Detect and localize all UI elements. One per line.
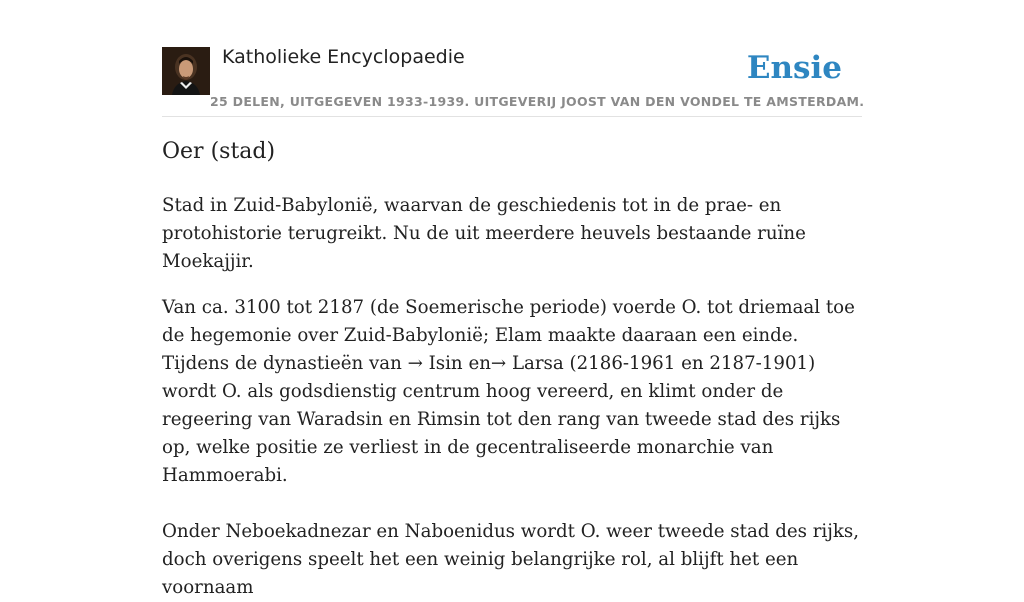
article-title: Oer (stad) [162, 139, 276, 164]
portrait-icon [162, 47, 210, 95]
paragraph-2-text-a: Van ca. 3100 tot 2187 (de Soemerische periode) voerde O. tot driemaal toe de hegemonie over Zuid-Babylonië; Elam maakte daaraan een einde. Tijdens de dynastieën van [162, 297, 855, 374]
paragraph-2-text-c: (2186-1961 en 2187-1901) wordt O. als godsdienstig centrum hoog vereerd, en klimt onder de regeering van Waradsin en Rimsin tot den rang van tweede stad des rijks op, welke positie ze verliest in de gecentraliseerde monarchie van Hammoerabi. [162, 353, 841, 486]
source-title[interactable]: Katholieke Encyclopaedie [222, 46, 465, 68]
source-avatar[interactable] [162, 47, 210, 95]
paragraph-3: Onder Neboekadnezar en Naboenidus wordt O. weer tweede stad des rijks, doch overigens speelt het een weinig belangrijke rol, al blijft het een voornaam [162, 521, 860, 598]
paragraph-2 [162, 294, 867, 490]
source-meta: 25 DELEN, UITGEGEVEN 1933-1939. UITGEVERIJ JOOST VAN DEN VONDEL TE AMSTERDAM. [210, 94, 865, 109]
ensie-logo[interactable]: Ensie [746, 50, 842, 86]
larsa-link[interactable]: → Larsa [490, 353, 564, 374]
article-body [162, 192, 867, 602]
source-header [162, 44, 865, 117]
paragraph-2-text-b: en [462, 353, 491, 374]
isin-link[interactable]: → Isin [407, 353, 463, 374]
paragraph-1: Stad in Zuid-Babylonië, waarvan de geschiedenis tot in de prae- en protohistorie terugreikt. Nu de uit meerdere heuvels bestaande ruïne Moekajjir. [162, 195, 806, 272]
